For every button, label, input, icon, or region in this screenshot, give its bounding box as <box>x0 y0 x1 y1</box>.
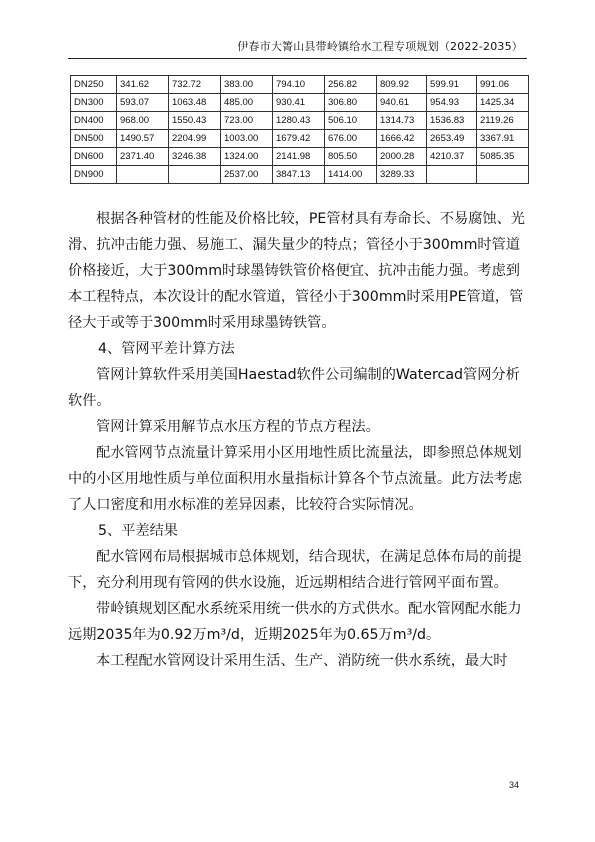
table-cell: 732.72 <box>169 76 221 94</box>
pipe-diameter-cell: DN900 <box>71 166 117 184</box>
table-cell: 306.80 <box>325 94 377 112</box>
pipe-diameter-cell: DN400 <box>71 112 117 130</box>
paragraph-software: 管网计算软件采用美国Haestad软件公司编制的Watercad管网分析软件。 <box>68 367 520 409</box>
pipe-diameter-cell: DN250 <box>71 76 117 94</box>
pipe-diameter-cell: DN600 <box>71 148 117 166</box>
table-cell: 930.41 <box>273 94 325 112</box>
table-row <box>71 166 529 184</box>
section-heading-results: 5、平差结果 <box>98 523 178 539</box>
table-cell: 1490.57 <box>117 130 169 148</box>
table-cell: 809.92 <box>377 76 427 94</box>
document-body <box>68 206 528 674</box>
table-cell: 676.00 <box>325 130 377 148</box>
table-row <box>71 76 529 94</box>
table-cell: 383.00 <box>221 76 273 94</box>
table-cell: 341.62 <box>117 76 169 94</box>
table-cell <box>117 166 169 184</box>
table-cell: 954.93 <box>427 94 477 112</box>
table-row <box>71 130 529 148</box>
table-cell: 968.00 <box>117 112 169 130</box>
document-header-title: 伊春市大箐山县带岭镇给水工程专项规划（2022-2035） <box>237 40 523 53</box>
section-heading-network-calculation: 4、管网平差计算方法 <box>98 341 235 357</box>
paragraph-node-flow: 配水管网节点流量计算采用小区用地性质比流量法，即参照总体规划中的小区用地性质与单位面积用水量指标计算各个节点流量。此方法考虑了人口密度和用水标准的差异因素，比较符合实际情况。 <box>68 445 523 513</box>
table-cell: 593.07 <box>117 94 169 112</box>
paragraph-layout: 配水管网布局根据城市总体规划，结合现状，在满足总体布局的前提下，充分利用现有管网的供水设施，近远期相结合进行管网平面布置。 <box>68 549 522 591</box>
table-cell: 805.50 <box>325 148 377 166</box>
table-cell: 2371.40 <box>117 148 169 166</box>
table-cell: 599.91 <box>427 76 477 94</box>
table-cell: 1003.00 <box>221 130 273 148</box>
table-cell: 1324.00 <box>221 148 273 166</box>
table-cell: 4210.37 <box>427 148 477 166</box>
table-cell: 3246.38 <box>169 148 221 166</box>
paragraph-material-comparison: 根据各种管材的性能及价格比较，PE管材具有寿命长、不易腐蚀、光滑、抗冲击能力强、易施工、漏失量少的特点；管径小于300mm时管道价格接近，大于300mm时球墨铸铁管价格便宜、抗冲击能力强。考虑到本工程特点，本次设计的配水管道，管径小于300mm时采用PE管道，管径大于或等于300mm时采用球墨铸铁管。 <box>68 211 525 331</box>
page-number: 34 <box>508 780 519 790</box>
paragraph-unified-supply: 本工程配水管网设计采用生活、生产、消防统一供水系统，最大时 <box>96 653 508 669</box>
paragraph-node-method: 管网计算采用解节点水压方程的节点方程法。 <box>96 419 380 435</box>
table-cell: 3847.13 <box>273 166 325 184</box>
table-cell: 2119.26 <box>477 112 529 130</box>
table-cell: 940.61 <box>377 94 427 112</box>
table-cell: 3367.91 <box>477 130 529 148</box>
table-cell <box>477 166 529 184</box>
table-cell: 1414.00 <box>325 166 377 184</box>
table-cell: 1550.43 <box>169 112 221 130</box>
table-row <box>71 112 529 130</box>
table-cell: 1679.42 <box>273 130 325 148</box>
paragraph-capacity: 带岭镇规划区配水系统采用统一供水的方式供水。配水管网配水能力远期2035年为0.92万m³/d，近期2025年为0.65万m³/d。 <box>68 601 522 643</box>
table-cell: 256.82 <box>325 76 377 94</box>
table-cell: 2653.49 <box>427 130 477 148</box>
table-row <box>71 148 529 166</box>
table-cell: 1536.83 <box>427 112 477 130</box>
table-cell: 2537.00 <box>221 166 273 184</box>
table-cell <box>427 166 477 184</box>
header-divider <box>68 58 527 59</box>
table-cell: 1280.43 <box>273 112 325 130</box>
table-cell: 1314.73 <box>377 112 427 130</box>
pipe-price-table <box>70 75 529 184</box>
table-cell: 3289.33 <box>377 166 427 184</box>
table-cell: 506.10 <box>325 112 377 130</box>
pipe-diameter-cell: DN300 <box>71 94 117 112</box>
table-cell: 2204.99 <box>169 130 221 148</box>
table-row <box>71 94 529 112</box>
table-cell: 1666.42 <box>377 130 427 148</box>
table-cell: 1063.48 <box>169 94 221 112</box>
pipe-diameter-cell: DN500 <box>71 130 117 148</box>
table-cell: 991.06 <box>477 76 529 94</box>
pipe-table-body <box>71 76 529 184</box>
table-cell: 485.00 <box>221 94 273 112</box>
table-cell: 723.00 <box>221 112 273 130</box>
table-cell: 2000.28 <box>377 148 427 166</box>
table-cell: 5085.35 <box>477 148 529 166</box>
table-cell: 794.10 <box>273 76 325 94</box>
table-cell: 2141.98 <box>273 148 325 166</box>
table-cell <box>169 166 221 184</box>
table-cell: 1425.34 <box>477 94 529 112</box>
